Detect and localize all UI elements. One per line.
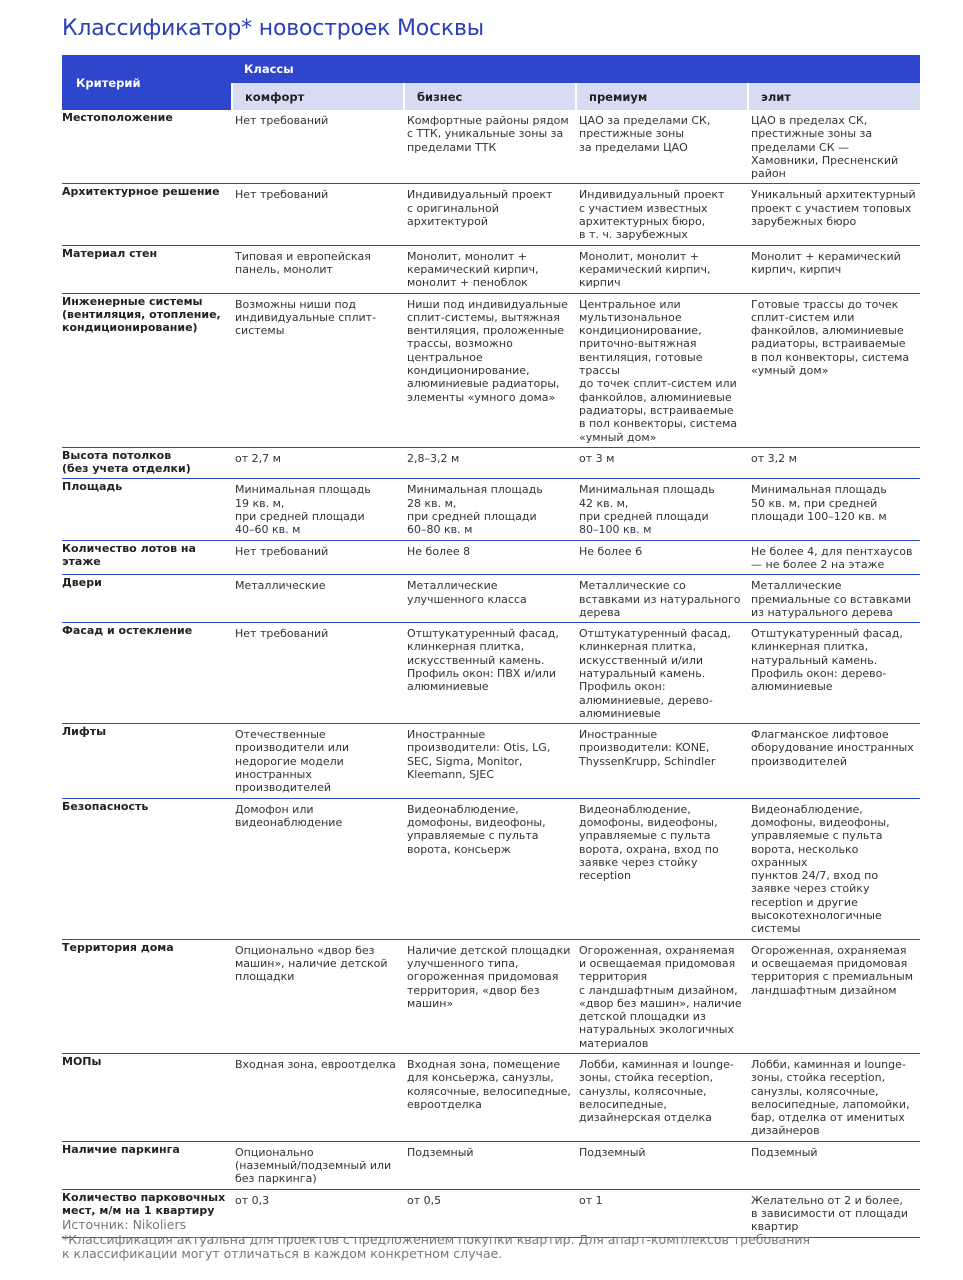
table-row [62,623,920,724]
class-value-cell: Минимальная площадь 28 кв. м, при средней площади 60–80 кв. м [404,479,576,540]
class-value-cell: от 0,3 [232,1189,404,1237]
class-value-cell: Металлические улучшенного класса [404,575,576,623]
class-value-cell: Лобби, каминная и lounge- зоны, стойка reception, санузлы, колясочные, велосипедные, дизайнерская отделка [576,1054,748,1142]
class-value-cell: Опционально «двор без машин», наличие детской площадки [232,939,404,1053]
criterion-name: МОПы [62,1054,232,1142]
class-value-cell: от 3 м [576,447,748,479]
criterion-name: Наличие паркинга [62,1141,232,1189]
class-value-cell: Комфортные районы рядом с ТТК, уникальные зоны за пределами ТТК [404,110,576,184]
class-value-cell: Индивидуальный проект с участием известных архитектурных бюро, в т. ч. зарубежных [576,184,748,245]
class-value-cell: Металлические [232,575,404,623]
criterion-name: Инженерные системы (вентиляция, отопление, кондиционирование) [62,293,232,447]
class-value-cell: Типовая и европейская панель, монолит [232,245,404,293]
table-row [62,724,920,798]
class-header-comfort: комфорт [232,83,404,110]
class-value-cell: Нет требований [232,623,404,724]
class-value-cell: Огороженная, охраняемая и освещаемая придомовая территория с премиальным ландшафтным дизайном [748,939,920,1053]
table-body [62,110,920,1237]
class-value-cell: Видеонаблюдение, домофоны, видеофоны, управляемые с пульта ворота, несколько охранных пунктов 24/7, вход по заявке через стойку reception и другие высокотехнологичные системы [748,798,920,939]
class-value-cell: от 1 [576,1189,748,1237]
class-value-cell: Желательно от 2 и более, в зависимости от площади квартир [748,1189,920,1237]
class-value-cell: Не более 4, для пентхаусов — не более 2 на этаже [748,540,920,575]
table-row [62,245,920,293]
class-value-cell: Отштукатуренный фасад, клинкерная плитка, искусственный и/или натуральный камень. Профиль окон: алюминиевые, дерево- алюминиевые [576,623,748,724]
class-value-cell: Входная зона, помещение для консьержа, санузлы, колясочные, велосипедные, евроотделка [404,1054,576,1142]
criterion-name: Материал стен [62,245,232,293]
criterion-name: Количество лотов на этаже [62,540,232,575]
class-value-cell: Домофон или видеонаблюдение [232,798,404,939]
table-row [62,293,920,447]
table-row [62,1054,920,1142]
classes-header: Классы [232,55,920,83]
class-value-cell: Наличие детской площадки улучшенного типа, огороженная придомовая территория, «двор без машин» [404,939,576,1053]
class-value-cell: от 0,5 [404,1189,576,1237]
class-value-cell: Флагманское лифтовое оборудование иностранных производителей [748,724,920,798]
table-row [62,479,920,540]
table-row [62,184,920,245]
criterion-name: Высота потолков (без учета отделки) [62,447,232,479]
table-row [62,939,920,1053]
class-value-cell: Центральное или мультизональное кондиционирование, приточно-вытяжная вентиляция, готовые трассы до точек сплит-систем или фанкойлов, алюминиевые радиаторы, встраиваемые в пол конвекторы, система «умный дом» [576,293,748,447]
criterion-header: Критерий [62,55,232,110]
class-value-cell: Монолит + керамический кирпич, кирпич [748,245,920,293]
class-value-cell: Уникальный архитектурный проект с участием топовых зарубежных бюро [748,184,920,245]
class-header-premium: премиум [576,83,748,110]
class-value-cell: Монолит, монолит + керамический кирпич, монолит + пеноблок [404,245,576,293]
criterion-name: Количество парковочных мест, м/м на 1 квартиру [62,1189,232,1237]
class-value-cell: Нет требований [232,184,404,245]
class-value-cell: Иностранные производители: Otis, LG, SEC, Sigma, Monitor, Kleemann, SJEC [404,724,576,798]
class-value-cell: Отечественные производители или недорогие модели иностранных производителей [232,724,404,798]
class-value-cell: 2,8–3,2 м [404,447,576,479]
class-value-cell: от 3,2 м [748,447,920,479]
class-value-cell: Монолит, монолит + керамический кирпич, кирпич [576,245,748,293]
class-value-cell: Иностранные производители: KONE, ThyssenKrupp, Schindler [576,724,748,798]
class-value-cell: Видеонаблюдение, домофоны, видеофоны, управляемые с пульта ворота, консьерж [404,798,576,939]
class-value-cell: Подземный [404,1141,576,1189]
class-value-cell: Готовые трассы до точек сплит-систем или фанкойлов, алюминиевые радиаторы, встраиваемые в пол конвекторы, система «умный дом» [748,293,920,447]
class-value-cell: Нет требований [232,540,404,575]
class-value-cell: Индивидуальный проект с оригинальной архитектурой [404,184,576,245]
class-value-cell: Минимальная площадь 42 кв. м, при средней площади 80–100 кв. м [576,479,748,540]
class-value-cell: ЦАО за пределами СК, престижные зоны за пределами ЦАО [576,110,748,184]
page-title: Классификатор* новостроек Москвы [62,16,484,41]
class-value-cell: Не более 8 [404,540,576,575]
class-value-cell: Огороженная, охраняемая и освещаемая придомовая территория с ландшафтным дизайном, «двор без машин», наличие детской площадки из натуральных экологичных материалов [576,939,748,1053]
class-value-cell: Металлические премиальные со вставками из натурального дерева [748,575,920,623]
table-row [62,447,920,479]
class-value-cell: Опционально (наземный/подземный или без паркинга) [232,1141,404,1189]
criterion-name: Архитектурное решение [62,184,232,245]
criterion-name: Местоположение [62,110,232,184]
class-value-cell: Не более 6 [576,540,748,575]
table-row [62,110,920,184]
classification-table [62,55,920,1238]
table-row [62,1141,920,1189]
criterion-name: Территория дома [62,939,232,1053]
footer [62,1218,810,1262]
criterion-name: Площадь [62,479,232,540]
class-value-cell: Возможны ниши под индивидуальные сплит- системы [232,293,404,447]
class-header-elite: элит [748,83,920,110]
classification-footnote: *Классификация актуальна для проектов с предложением покупки квартир. Для апарт-комплексов требования к классификации могут отличаться в каждом конкретном случае. [62,1231,811,1261]
table-row [62,798,920,939]
class-value-cell: ЦАО в пределах СК, престижные зоны за пределами СК — Хамовники, Пресненский район [748,110,920,184]
class-value-cell: Видеонаблюдение, домофоны, видеофоны, управляемые с пульта ворота, охрана, вход по заявке через стойку reception [576,798,748,939]
criterion-name: Безопасность [62,798,232,939]
class-value-cell: Подземный [576,1141,748,1189]
class-value-cell: Нет требований [232,110,404,184]
source-note: Источник: Nikoliers [62,1217,187,1232]
table-row [62,540,920,575]
criterion-name: Двери [62,575,232,623]
class-value-cell: Минимальная площадь 19 кв. м, при средней площади 40–60 кв. м [232,479,404,540]
class-value-cell: Отштукатуренный фасад, клинкерная плитка, искусственный камень. Профиль окон: ПВХ и/или алюминиевые [404,623,576,724]
class-value-cell: от 2,7 м [232,447,404,479]
criterion-name: Лифты [62,724,232,798]
class-value-cell: Входная зона, евроотделка [232,1054,404,1142]
table-row [62,575,920,623]
class-value-cell: Подземный [748,1141,920,1189]
class-value-cell: Минимальная площадь 50 кв. м, при средней площади 100–120 кв. м [748,479,920,540]
class-value-cell: Металлические со вставками из натурального дерева [576,575,748,623]
class-value-cell: Лобби, каминная и lounge- зоны, стойка reception, санузлы, колясочные, велосипедные, лапомойки, бар, отделка от именитых дизайнеров [748,1054,920,1142]
class-value-cell: Ниши под индивидуальные сплит-системы, вытяжная вентиляция, проложенные трассы, возможно центральное кондиционирование, алюминиевые радиаторы, элементы «умного дома» [404,293,576,447]
class-header-business: бизнес [404,83,576,110]
class-value-cell: Отштукатуренный фасад, клинкерная плитка, натуральный камень. Профиль окон: дерево- алюминиевые [748,623,920,724]
criterion-name: Фасад и остекление [62,623,232,724]
